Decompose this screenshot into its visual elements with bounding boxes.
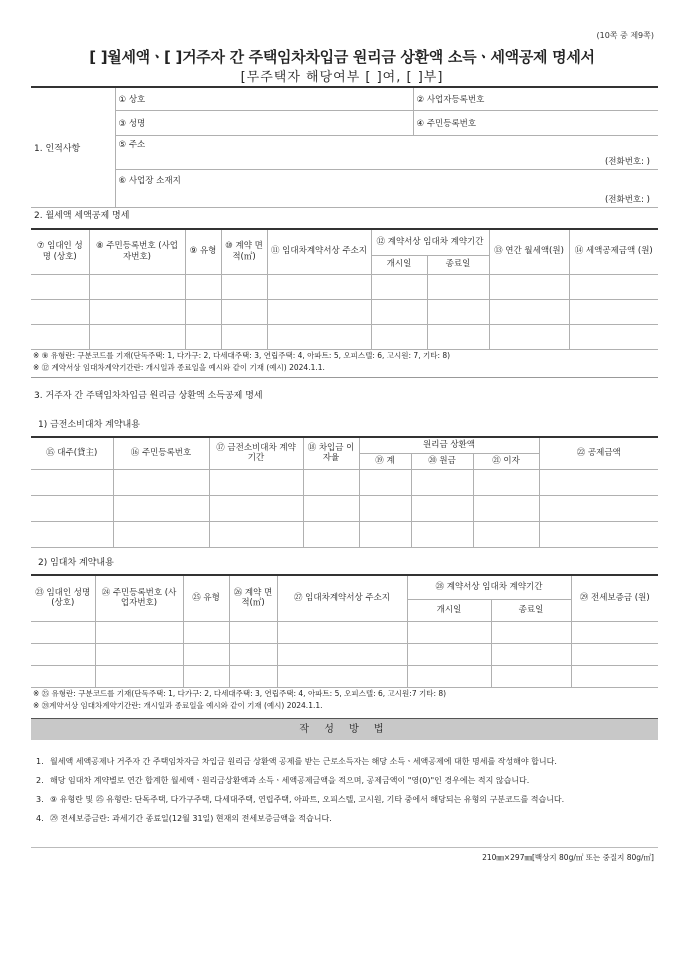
col-contract-address: ⑪ 임대차계약서상 주소지 [267, 229, 371, 274]
instruction-text: 해당 임대차 계약별로 연간 합계한 월세액ㆍ원리금상환액과 소득ㆍ세액공제금액을 적으며, 공제금액이 "영(0)"인 경우에는 적지 않습니다. [50, 776, 530, 785]
table-row [31, 469, 658, 495]
instruction-item [36, 790, 658, 809]
name-field[interactable]: ③ 성명 [115, 110, 413, 135]
monthly-rent-heading: 2. 월세액 세액공제 명세 [34, 211, 130, 221]
business-reg-number-field[interactable]: ② 사업자등록번호 [413, 87, 658, 110]
table-row [31, 299, 658, 324]
col-landlord-id: ⑧ 주민등록번호 (사업자번호) [89, 229, 185, 274]
business-name-field[interactable]: ① 상호 [115, 87, 413, 110]
contract-period-note: ※ ⑫ 계약서상 임대차계약기간란: 개시일과 종료일을 예시와 같이 기재 (예시) 2024.1.1. [33, 363, 325, 372]
lease-contract-table [31, 574, 658, 688]
col-end-date: 종료일 [427, 255, 489, 274]
col-repayment: 원리금 상환액 [359, 437, 539, 453]
table-row [31, 274, 658, 299]
housing-type-note: ※ ㉕ 유형란: 구분코드를 기재(단독주택: 1, 다가구: 2, 다세대주택: 3, 연립주택: 4, 아파트: 5, 오피스텔: 6, 고시원:7 기타: 8) [33, 689, 447, 698]
instruction-text: ⑨ 유형란 및 ㉕ 유형란: 단독주택, 다가구주택, 다세대주택, 연립주택, 아파트, 오피스텔, 고시원, 기타 중에서 해당되는 유형의 구분코드를 적습니다. [50, 795, 565, 804]
col-lease-period: ㉘ 계약서상 임대차 계약기간 [407, 575, 571, 599]
col-landlord-name: ⑦ 임대인 성명 (상호) [31, 229, 89, 274]
type-code-note: ※ ⑨ 유형란: 구분코드를 기재(단독주택: 1, 다가구: 2, 다세대주택: 3, 연립주택: 4, 아파트: 5, 오피스텔: 6, 고시원: 7, 기타: 8) [33, 351, 451, 360]
table-row [31, 643, 658, 665]
col-annual-rent: ⑬ 연간 월세액(원) [489, 229, 569, 274]
col-lessor-name: ㉓ 임대인 성명 (상호) [31, 575, 95, 621]
col-lender-id: ⑯ 주민등록번호 [113, 437, 209, 469]
workplace-address-field[interactable]: ⑥ 사업장 소재지 [115, 169, 658, 191]
table-row [31, 665, 658, 687]
col-interest-rate: ⑱ 차입금 이자율 [303, 437, 359, 469]
col-deposit: ㉙ 전세보증금 (원) [571, 575, 658, 621]
loan-contract-subheading: 1) 금전소비대차 계약내용 [38, 420, 140, 430]
loan-deduction-heading: 3. 거주자 간 주택임차차입금 원리금 상환액 소득공제 명세 [34, 391, 263, 401]
address-phone-field[interactable]: (전화번호: ) [115, 153, 658, 169]
col-housing-type: ㉕ 유형 [183, 575, 229, 621]
col-principal: ⑳ 원금 [411, 453, 473, 469]
col-start-date: 개시일 [371, 255, 427, 274]
instruction-number: 3. [36, 795, 44, 804]
col-total: ⑲ 계 [359, 453, 411, 469]
form-title: [ ]월세액ㆍ[ ]거주자 간 주택임차차입금 원리금 상환액 소득ㆍ세액공제 명세서 [89, 48, 595, 66]
table-row [31, 521, 658, 547]
personal-info-section [31, 86, 658, 208]
col-area: ⑩ 계약 면적(㎡) [221, 229, 267, 274]
instructions-heading: 작 성 방 법 [31, 718, 658, 740]
form-subtitle: [무주택자 해당여부 [ ]여, [ ]부] [240, 70, 444, 85]
col-tax-credit: ⑭ 세액공제금액 (원) [569, 229, 658, 274]
monthly-rent-table [31, 228, 658, 350]
address-field[interactable]: ⑤ 주소 [115, 135, 658, 153]
col-lender: ⑮ 대주(貸主) [31, 437, 113, 469]
instructions-list [36, 752, 658, 828]
instruction-text: 월세액 세액공제나 거주자 간 주택임차자금 차입금 원리금 상환액 공제를 받는 근로소득자는 해당 소득ㆍ세액공제에 대한 명세를 작성해야 합니다. [50, 757, 557, 766]
personal-info-label: 1. 인적사항 [31, 87, 115, 207]
instruction-item [36, 752, 658, 771]
paper-spec: 210㎜×297㎜[백상지 80g/㎡ 또는 중질지 80g/㎡] [482, 853, 654, 862]
lease-contract-subheading: 2) 임대차 계약내용 [38, 558, 114, 568]
col-type: ⑨ 유형 [185, 229, 221, 274]
table-row [31, 495, 658, 521]
col-interest: ㉑ 이자 [473, 453, 539, 469]
instruction-number: 4. [36, 814, 44, 823]
table-row [31, 621, 658, 643]
table-row [31, 324, 658, 349]
col-deduction: ㉒ 공제금액 [539, 437, 658, 469]
instruction-number: 1. [36, 757, 44, 766]
workplace-phone-field[interactable]: (전화번호: ) [115, 191, 658, 207]
instruction-text: ㉙ 전세보증금란: 과세기간 종료일(12월 31일) 현재의 전세보증금액을 적습니다. [50, 814, 332, 823]
page-number: (10쪽 중 제9쪽) [596, 31, 654, 40]
col-contract-period: ⑫ 계약서상 임대차 계약기간 [371, 229, 489, 255]
divider [31, 377, 658, 378]
loan-contract-table [31, 436, 658, 548]
instruction-item [36, 809, 658, 828]
instruction-item [36, 771, 658, 790]
col-lease-end: 종료일 [491, 599, 571, 621]
bottom-divider [31, 847, 658, 848]
instruction-number: 2. [36, 776, 44, 785]
col-loan-period: ⑰ 금전소비대차 계약기간 [209, 437, 303, 469]
col-lease-start: 개시일 [407, 599, 491, 621]
resident-reg-number-field[interactable]: ④ 주민등록번호 [413, 110, 658, 135]
lease-period-note: ※ ㉘계약서상 임대차계약기간란: 개시일과 종료일을 예시와 같이 기재 (예시) 2024.1.1. [33, 701, 323, 710]
col-lease-address: ㉗ 임대차계약서상 주소지 [277, 575, 407, 621]
col-lessor-id: ㉔ 주민등록번호 (사업자번호) [95, 575, 183, 621]
col-lease-area: ㉖ 계약 면적(㎡) [229, 575, 277, 621]
